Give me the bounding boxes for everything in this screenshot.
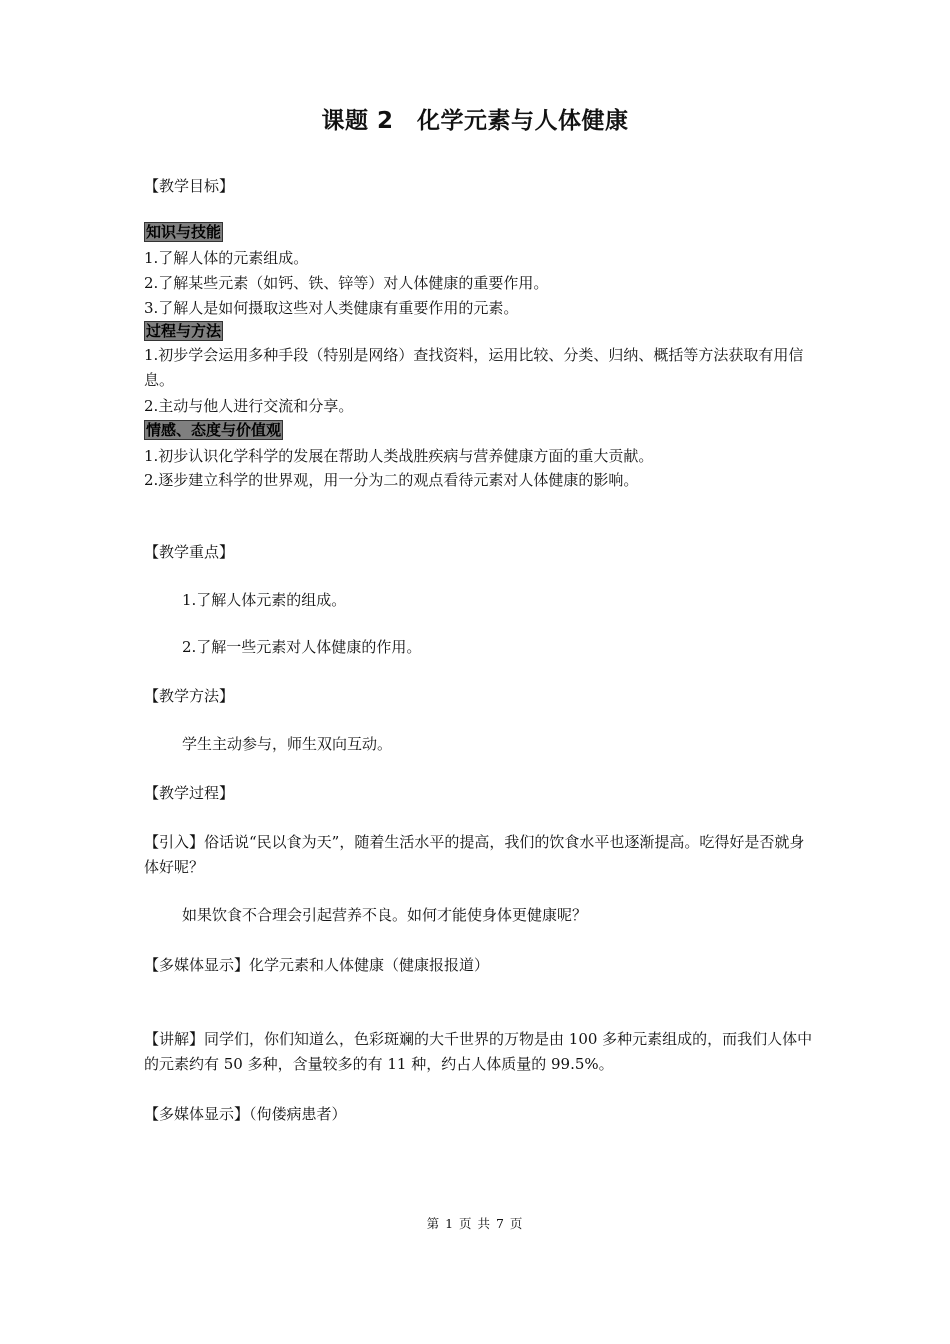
attitude-item: 2.逐步建立科学的世界观，用一分为二的观点看待元素对人体健康的影响。 [144, 471, 639, 489]
intro-followup: 如果饮食不合理会引起营养不良。如何才能使身体更健康呢？ [182, 906, 588, 924]
process-item: 2.主动与他人进行交流和分享。 [144, 397, 354, 415]
media-display-2: 【多媒体显示】（佝偻病患者） [144, 1105, 347, 1123]
focus-item: 1.了解人体元素的组成。 [182, 591, 347, 609]
process-label-line [144, 321, 223, 341]
attitude-item: 1.初步认识化学科学的发展在帮助人类战胜疾病与营养健康方面的重大贡献。 [144, 447, 654, 465]
knowledge-item: 2.了解某些元素（如钙、铁、锌等）对人体健康的重要作用。 [144, 274, 549, 292]
goals-header: 【教学目标】 [144, 177, 235, 195]
knowledge-label-line [144, 222, 223, 242]
focus-header: 【教学重点】 [144, 543, 235, 561]
lecture-paragraph: 【讲解】同学们，你们知道么，色彩斑斓的大千世界的万物是由 100 多种元素组成的，而我们人体中的元素约有 50 多种，含量较多的有 11 种，约占人体质量的 99.5%。 [144, 1030, 813, 1073]
attitude-label-line [144, 420, 283, 440]
media-display-1: 【多媒体显示】化学元素和人体健康（健康报报道） [144, 956, 490, 974]
attitude-label: 情感、态度与价值观 [146, 421, 282, 439]
knowledge-item: 3.了解人是如何摄取这些对人类健康有重要作用的元素。 [144, 299, 519, 317]
process-item: 1.初步学会运用多种手段（特别是网络）查找资料，运用比较、分类、归纳、概括等方法获取有用信息。 [144, 346, 804, 389]
method-text: 学生主动参与，师生双向互动。 [182, 735, 393, 753]
page-footer: 第 1 页 共 7 页 [426, 1216, 524, 1231]
process-header: 【教学过程】 [144, 784, 235, 802]
knowledge-item: 1.了解人体的元素组成。 [144, 249, 309, 267]
method-header: 【教学方法】 [144, 687, 235, 705]
page-title: 课题 2 化学元素与人体健康 [321, 108, 629, 134]
process-label: 过程与方法 [146, 322, 222, 340]
intro-paragraph: 【引入】俗话说“民以食为天”，随着生活水平的提高，我们的饮食水平也逐渐提高。吃得好是否就身体好呢？ [144, 833, 805, 876]
knowledge-label: 知识与技能 [146, 223, 222, 241]
focus-item: 2.了解一些元素对人体健康的作用。 [182, 638, 422, 656]
